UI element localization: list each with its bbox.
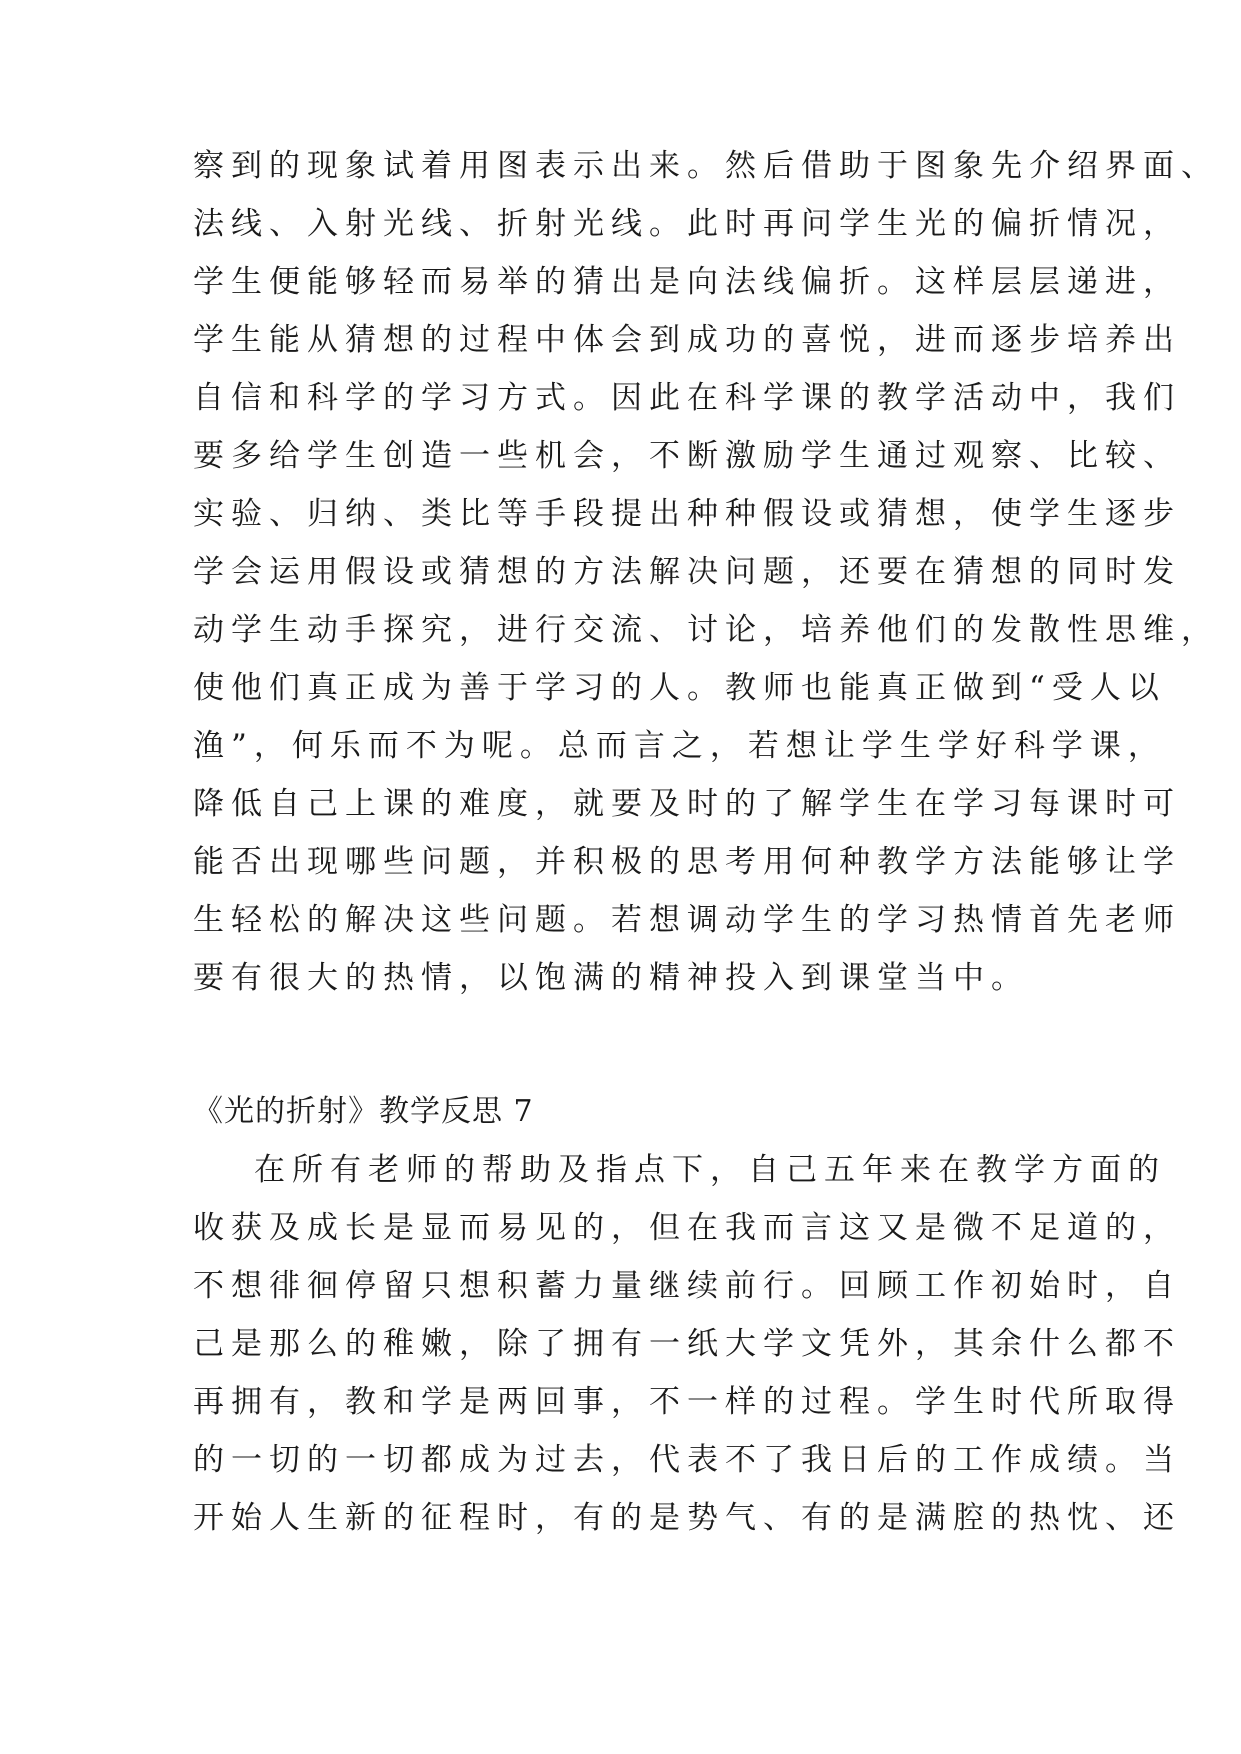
paragraph-line: 学生能从猜想的过程中体会到成功的喜悦，进而逐步培养出: [193, 322, 1181, 358]
paragraph-line: 渔”，何乐而不为呢。总而言之，若想让学生学好科学课，: [193, 728, 1166, 764]
paragraph-line: 实验、归纳、类比等手段提出种种假设或猜想，使学生逐步: [193, 496, 1181, 532]
paragraph-line: 使他们真正成为善于学习的人。教师也能真正做到“受人以: [193, 670, 1166, 706]
paragraph-line: 不想徘徊停留只想积蓄力量继续前行。回顾工作初始时，自: [193, 1268, 1181, 1304]
paragraph-line: 收获及成长是显而易见的，但在我而言这又是微不足道的，: [193, 1210, 1181, 1246]
paragraph-line: 学会运用假设或猜想的方法解决问题，还要在猜想的同时发: [193, 554, 1181, 590]
paragraph-line: 自信和科学的学习方式。因此在科学课的教学活动中，我们: [193, 380, 1181, 416]
paragraph-line: 生轻松的解决这些问题。若想调动学生的学习热情首先老师: [193, 902, 1181, 938]
paragraph-line: 在所有老师的帮助及指点下，自己五年来在教学方面的: [254, 1152, 1166, 1188]
paragraph-line: 法线、入射光线、折射光线。此时再问学生光的偏折情况，: [193, 206, 1181, 242]
paragraph-line: 学生便能够轻而易举的猜出是向法线偏折。这样层层递进，: [193, 264, 1181, 300]
paragraph-line: 开始人生新的征程时，有的是势气、有的是满腔的热忱、还: [193, 1500, 1181, 1536]
section-heading: 《光的折射》教学反思 7: [193, 1094, 534, 1129]
paragraph-line: 再拥有，教和学是两回事，不一样的过程。学生时代所取得: [193, 1384, 1181, 1420]
paragraph-line: 要有很大的热情，以饱满的精神投入到课堂当中。: [193, 960, 1029, 996]
paragraph-line: 己是那么的稚嫩，除了拥有一纸大学文凭外，其余什么都不: [193, 1326, 1181, 1362]
paragraph-line: 能否出现哪些问题，并积极的思考用何种教学方法能够让学: [193, 844, 1181, 880]
paragraph-line: 动学生动手探究，进行交流、讨论，培养他们的发散性思维，: [193, 612, 1219, 648]
paragraph-line: 察到的现象试着用图表示出来。然后借助于图象先介绍界面、: [193, 148, 1219, 184]
paragraph-line: 降低自己上课的难度，就要及时的了解学生在学习每课时可: [193, 786, 1181, 822]
paragraph-line: 的一切的一切都成为过去，代表不了我日后的工作成绩。当: [193, 1442, 1181, 1478]
paragraph-line: 要多给学生创造一些机会，不断激励学生通过观察、比较、: [193, 438, 1181, 474]
